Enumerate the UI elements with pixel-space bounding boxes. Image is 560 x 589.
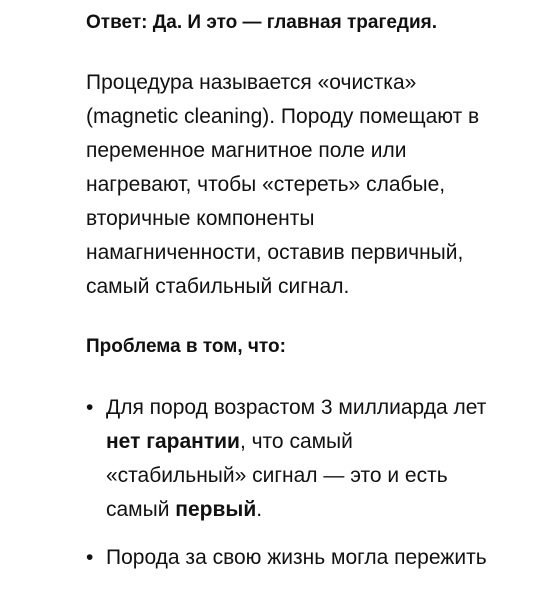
list-item-line: Для пород возрастом 3 миллиарда лет [106, 396, 487, 419]
answer-heading: Ответ: Да. И это — главная трагедия. [86, 12, 438, 33]
paragraph-line: вторичные компоненты [86, 207, 315, 230]
problem-heading: Проблема в том, что: [86, 336, 286, 357]
list-item-line [106, 493, 556, 527]
list-item [86, 541, 556, 575]
paragraph-line: Процедура называется «очистка» [86, 71, 417, 94]
list-item-line: «стабильный» сигнал — это и есть [106, 464, 448, 487]
list-item-line: Порода за свою жизнь могла пережить [106, 546, 487, 569]
list-item [86, 391, 556, 527]
bullet-icon: • [86, 546, 94, 569]
emphasis-first: первый [175, 498, 257, 521]
paragraph-line: переменное магнитное поле или [86, 139, 407, 162]
paragraph-line: намагниченности, оставив первичный, [86, 241, 464, 264]
explanation-paragraph [86, 66, 536, 304]
bullet-icon: • [86, 396, 94, 419]
list-item-text: . [256, 498, 263, 521]
list-item-text: , что самый [239, 430, 353, 453]
paragraph-line: (magnetic cleaning). Породу помещают в [86, 105, 480, 128]
list-item-line [106, 425, 556, 459]
list-item-text: самый [106, 498, 176, 521]
paragraph-line: самый стабильный сигнал. [86, 275, 350, 298]
problem-list [86, 391, 556, 589]
emphasis-no-guarantee: нет гарантии [106, 430, 240, 453]
paragraph-line: нагревают, чтобы «стереть» слабые, [86, 173, 446, 196]
